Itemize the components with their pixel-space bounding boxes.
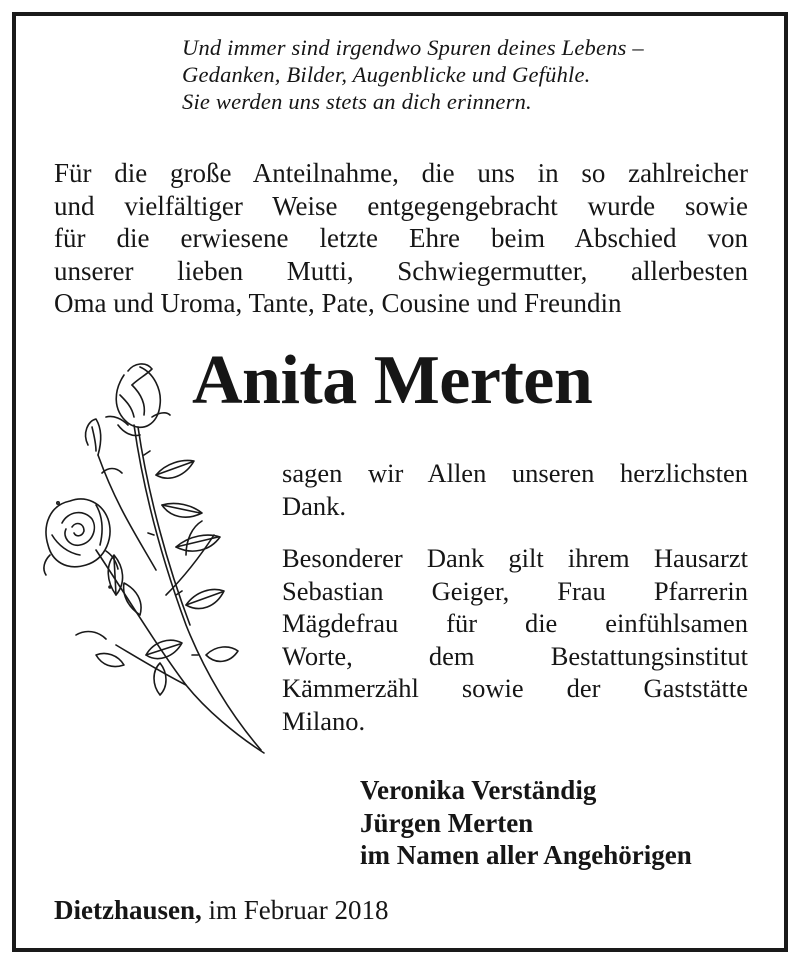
signer-name: Jürgen Merten	[360, 807, 534, 838]
thanks-paragraph	[282, 457, 748, 737]
special-thanks-line: Sebastian Geiger, Frau Pfarrerin	[282, 575, 748, 606]
intro-line: Für die große Anteilnahme, die uns in so zahlreicher	[54, 158, 748, 188]
signers-block	[360, 774, 780, 872]
signer-note: im Namen aller Angehörigen	[360, 840, 692, 870]
paragraph-gap	[282, 522, 748, 542]
intro-line: Oma und Uroma, Tante, Pate, Cousine und Freundin	[54, 288, 622, 318]
poem	[182, 34, 762, 115]
intro-line: unserer lieben Mutti, Schwiegermutter, allerbesten	[54, 255, 748, 286]
special-thanks-line: Kämmerzähl sowie der Gaststätte	[282, 673, 748, 703]
date: im Februar 2018	[208, 895, 389, 925]
intro-line: und vielfältiger Weise entgegengebracht wurde sowie	[54, 190, 748, 221]
rose-drawing-icon	[36, 355, 276, 765]
thanks-line: sagen wir Allen unseren herzlichsten	[282, 458, 748, 488]
signer-name: Veronika Verständig	[360, 775, 597, 805]
intro-line: für die erwiesene letzte Ehre beim Abschied von	[54, 223, 748, 253]
special-thanks-line: Mägdefrau für die einfühlsamen	[282, 608, 748, 638]
special-thanks-line: Besonderer Dank gilt ihrem Hausarzt	[282, 543, 748, 573]
poem-line: Gedanken, Bilder, Augenblicke und Gefühle.	[182, 62, 591, 87]
place: Dietzhausen,	[54, 895, 202, 925]
place-date-line	[54, 894, 654, 926]
deceased-name: Anita Merten	[192, 342, 593, 419]
special-thanks-line: Milano.	[282, 705, 366, 736]
thanks-line: Dank.	[282, 490, 347, 521]
poem-line: Sie werden uns stets an dich erinnern.	[182, 89, 532, 114]
poem-line: Und immer sind irgendwo Spuren deines Lebens –	[182, 35, 644, 60]
intro-paragraph	[54, 157, 748, 320]
special-thanks-line: Worte, dem Bestattungsinstitut	[282, 640, 748, 671]
